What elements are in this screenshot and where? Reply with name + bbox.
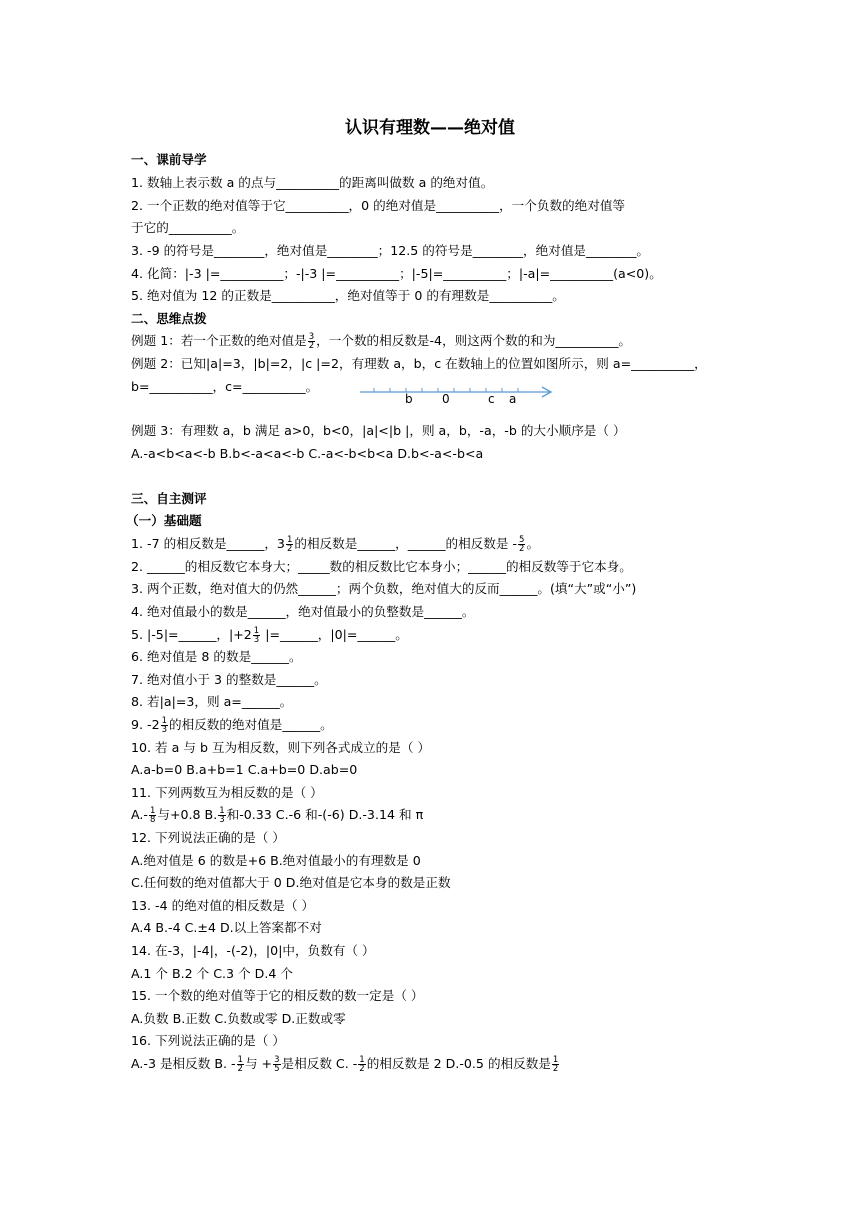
question-5: 5. |-5|=______，|+2 $\frac{1}{3}$ |=______，|0|=______。 [131, 626, 408, 645]
question-4: 4. 绝对值最小的数是______，绝对值最小的负整数是______。 [131, 604, 475, 619]
fraction: $\frac{3}{2}$ [308, 332, 315, 351]
fraction: $\frac{1}{2}$ [359, 1055, 365, 1074]
question-15-options: A.负数 B.正数 C.负数或零 D.正数或零 [131, 1011, 346, 1026]
question-2: 2. ______的相反数它本身大；_____数的相反数比它本身小；______的相反数等于它本身。 [131, 559, 632, 574]
question-12-options-2: C.任何数的绝对值都大于 0 D.绝对值是它本身的数是正数 [131, 875, 451, 890]
question-3: 3. 两个正数，绝对值大的仍然______；两个负数，绝对值大的反而______。(填“大”或“小”) [131, 581, 637, 596]
question-1: 1. -7 的相反数是______，3 $\frac{1}{2}$ 的相反数是______，______的相反数是 - $\frac{5}{2}$ 。 [131, 535, 540, 554]
fraction: $\frac{3}{5}$ [274, 1055, 280, 1074]
fraction: $\frac{1}{3}$ [253, 626, 260, 645]
section-heading-self-test: 三、自主测评 [131, 491, 207, 506]
number-line-label-zero: 0 [442, 392, 450, 406]
preview-q2: 2. 一个正数的绝对值等于它__________，0 的绝对值是__________，一个负数的绝对值等 [131, 198, 626, 213]
subsection-heading-basic: （一）基础题 [126, 513, 202, 528]
number-line-label-a: a [509, 392, 517, 406]
page-title: 认识有理数——绝对值 [345, 118, 515, 138]
question-7: 7. 绝对值小于 3 的整数是______。 [131, 672, 327, 687]
question-11-options: A.- $\frac{1}{8}$ 与+0.8 B. $\frac{1}{3}$ 和-0.33 C.-6 和-(-6) D.-3.14 和 π [131, 806, 424, 825]
preview-q4: 4. 化简：|-3 |=__________；-|-3 |=__________；|-5|=__________；|-a|=__________(a<0)。 [131, 266, 662, 281]
fraction: $\frac{1}{2}$ [286, 535, 293, 554]
question-13: 13. -4 的绝对值的相反数是（ ） [131, 898, 315, 913]
example-2: 例题 2：已知|a|=3，|b|=2，|c |=2，有理数 a，b，c 在数轴上的位置如图所示，则 a=__________， [131, 356, 707, 371]
fraction: $\frac{1}{3}$ [219, 806, 225, 825]
question-12-options-1: A.绝对值是 6 的数是+6 B.绝对值最小的有理数是 0 [131, 853, 421, 868]
question-12: 12. 下列说法正确的是（ ） [131, 830, 285, 845]
preview-q3: 3. -9 的符号是________，绝对值是________；12.5 的符号是________，绝对值是________。 [131, 243, 649, 258]
question-9: 9. -2 $\frac{1}{3}$ 的相反数的绝对值是______。 [131, 716, 333, 735]
question-16: 16. 下列说法正确的是（ ） [131, 1033, 285, 1048]
number-line [360, 384, 560, 400]
fraction: $\frac{1}{8}$ [149, 806, 156, 825]
section-heading-preview: 一、课前导学 [131, 152, 207, 167]
number-line-label-b: b [405, 392, 413, 406]
fraction: $\frac{1}{2}$ [552, 1055, 559, 1074]
example-3: 例题 3：有理数 a，b 满足 a>0，b<0，|a|<|b |，则 a，b，-a，-b 的大小顺序是（ ） [131, 423, 626, 438]
fraction: $\frac{1}{2}$ [237, 1055, 243, 1074]
number-line-label-c: c [488, 392, 495, 406]
question-14-options: A.1 个 B.2 个 C.3 个 D.4 个 [131, 966, 293, 981]
question-13-options: A.4 B.-4 C.±4 D.以上答案都不对 [131, 920, 322, 935]
example-2-cont: b=__________，c=__________。 [131, 379, 319, 394]
question-8: 8. 若|a|=3，则 a=______。 [131, 694, 293, 709]
question-10-options: A.a-b=0 B.a+b=1 C.a+b=0 D.ab=0 [131, 762, 358, 777]
question-11: 11. 下列两数互为相反数的是（ ） [131, 785, 323, 800]
question-10: 10. 若 a 与 b 互为相反数，则下列各式成立的是（ ） [131, 740, 431, 755]
example-1: 例题 1：若一个正数的绝对值是 $\frac{3}{2}$ ，一个数的相反数是-4，则这两个数的和为__________。 [131, 332, 631, 351]
preview-q2-cont: 于它的__________。 [131, 220, 245, 235]
fraction: $\frac{1}{3}$ [161, 716, 167, 735]
example-3-options: A.-a<b<a<-b B.b<-a<a<-b C.-a<-b<b<a D.b<-a<-b<a [131, 446, 484, 461]
question-6: 6. 绝对值是 8 的数是______。 [131, 649, 302, 664]
section-heading-thinking: 二、思维点拨 [131, 311, 207, 326]
preview-q1: 1. 数轴上表示数 a 的点与__________的距离叫做数 a 的绝对值。 [131, 175, 494, 190]
fraction: $\frac{5}{2}$ [519, 535, 525, 554]
question-16-options: A.-3 是相反数 B. - $\frac{1}{2}$ 与 + $\frac{3}{5}$ 是相反数 C. - $\frac{1}{2}$ 的相反数是 2 D.-0.5 的相反数是 $\frac{1}{2}$ [131, 1055, 559, 1074]
preview-q5: 5. 绝对值为 12 的正数是__________，绝对值等于 0 的有理数是__________。 [131, 288, 565, 303]
question-14: 14. 在-3，|-4|，-(-2)，|0|中，负数有（ ） [131, 943, 375, 958]
question-15: 15. 一个数的绝对值等于它的相反数的数一定是（ ） [131, 988, 424, 1003]
